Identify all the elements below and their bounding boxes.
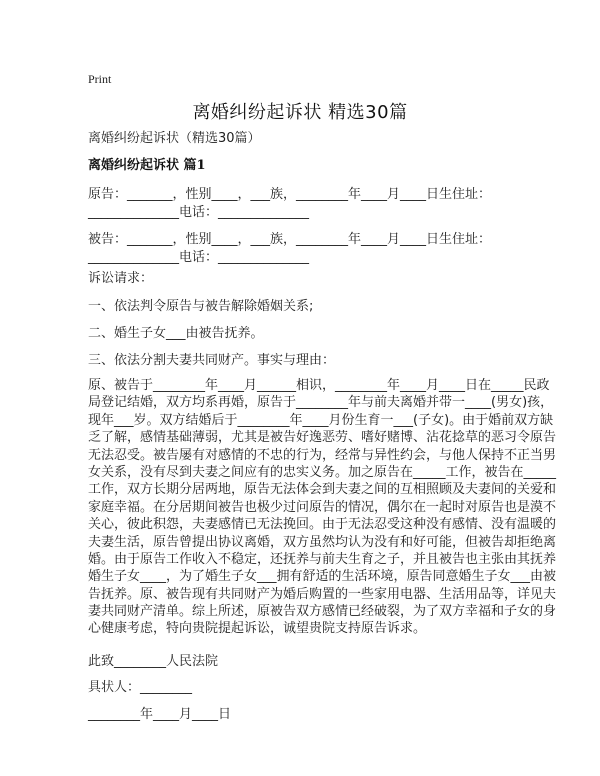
- facts-line: 心健康考虑，特向贵院提起诉讼，诚望贵院支持原告诉求。: [88, 621, 427, 637]
- section-heading: 离婚纠纷起诉状 篇1: [88, 158, 206, 173]
- facts-line: 关心，彼此积怨，夫妻感情已无法挽回。由于无法忍受这种没有感情、没有温暖的: [88, 517, 557, 533]
- document-subtitle: 离婚纠纷起诉状（精选30篇）: [88, 131, 261, 146]
- facts-line: 婚生子女____，为了婚生子女___拥有舒适的生活环境，原告同意婚生子女___由被: [88, 569, 557, 585]
- claim-item-2: 二、婚生子女___由被告抚养。: [88, 326, 264, 341]
- facts-line: 妻共同财产清单。综上所述，原被告双方感情已经破裂，为了双方幸福和子女的身: [88, 604, 557, 620]
- facts-line: 原、被告于________年____月______相识，________年____月____日在_____民政: [88, 378, 550, 393]
- claims-heading: 诉讼请求：: [88, 271, 154, 286]
- facts-line: 女关系，没有尽到夫妻之间应有的忠实义务。加之原告在_____工作，被告在_____: [88, 464, 557, 480]
- facts-line: 现年___岁。双方结婚后于________年____月份生育一___(子女)。由于婚前双方缺: [88, 412, 554, 428]
- closing-signer: 具状人：________: [88, 680, 193, 695]
- closing-to-court: 此致________人民法院: [88, 654, 219, 669]
- facts-line: 婚。由于原告工作收入不稳定，还抚养与前夫生育之子，并且被告也主张由其抚养: [88, 551, 557, 567]
- facts-line: 工作，双方长期分居两地，原告无法体会到夫妻之间的互相照顾及夫妻间的关爱和: [88, 482, 557, 498]
- facts-line: 家庭幸福。在分居期间被告也极少过问原告的情况，偶尔在一起时对原告也是漠不: [88, 499, 557, 515]
- claim-item-1: 一、依法判令原告与被告解除婚姻关系;: [88, 299, 314, 314]
- plaintiff-line-1: 原告：_______，性别____，___族，________年____月____日生住址：: [88, 187, 492, 202]
- plaintiff-line-2: ______________电话：______________: [88, 205, 310, 220]
- facts-line: 无法忍受。被告屡有对感情的不忠的行为，经常与异性约会，与他人保持不正当男: [88, 447, 557, 463]
- page-title: 离婚纠纷起诉状 精选30篇: [192, 102, 408, 123]
- facts-line: 夫妻生活，原告曾提出协议离婚，双方虽然均认为没有和好可能，但被告却拒绝离: [88, 534, 557, 550]
- facts-paragraph: [88, 377, 557, 638]
- facts-line: 乏了解，感情基础薄弱，尤其是被告好逸恶劳、嗜好赌博、沾花捻草的恶习令原告: [88, 430, 557, 446]
- facts-line: 局登记结婚，双方均系再婚，原告于________年与前夫离婚并带一____(男女)孩，: [88, 395, 554, 411]
- claim-item-3: 三、依法分割夫妻共同财产。事实与理由：: [88, 353, 336, 368]
- facts-line: 告抚养。原、被告现有共同财产为婚后购置的一些家用电器、生活用品等，详见夫: [88, 586, 557, 602]
- print-label: Print: [88, 72, 112, 86]
- defendant-line-2: ______________电话：______________: [88, 250, 310, 265]
- defendant-line-1: 被告：_______，性别____，___族，________年____月____日生住址：: [88, 232, 492, 247]
- closing-date: ________年____月____日: [88, 707, 232, 722]
